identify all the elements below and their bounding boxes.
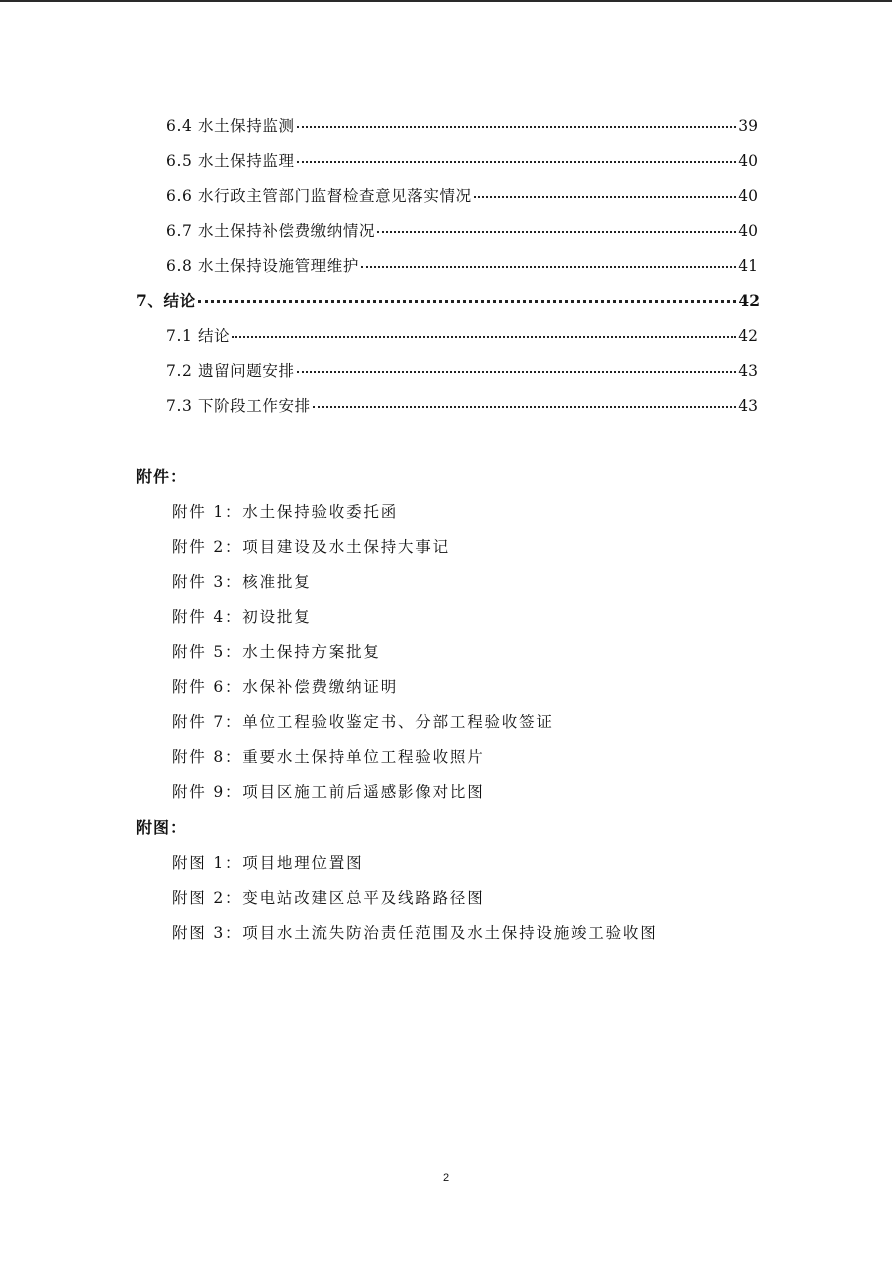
toc-entry-title: 7.2 遗留问题安排 [166,362,295,380]
toc-entry-title: 7.3 下阶段工作安排 [166,397,311,415]
toc-entry-title: 7、结论 [136,291,196,310]
toc-entry-7-1[interactable] [166,326,758,346]
toc-dot-leader [297,371,737,373]
attachment-item-6: 附件 6：水保补偿费缴纳证明 [172,678,398,696]
toc-dot-leader [313,406,737,408]
toc-dot-leader [297,126,737,128]
toc-entry-page: 43 [738,362,758,380]
toc-entry-title: 6.6 水行政主管部门监督检查意见落实情况 [166,187,472,205]
toc-entry-title: 6.7 水土保持补偿费缴纳情况 [166,222,376,240]
toc-entry-page: 40 [738,187,758,205]
toc-entry-page: 42 [738,291,760,310]
attachment-item-3: 附件 3：核准批复 [172,573,312,591]
toc-dot-leader [474,196,737,198]
toc-dot-leader [377,231,736,233]
attachments-heading: 附件： [136,467,188,486]
toc-entry-page: 43 [738,397,758,415]
attachment-item-7: 附件 7：单位工程验收鉴定书、分部工程验收签证 [172,713,554,731]
toc-entry-title: 6.8 水土保持设施管理维护 [166,257,359,275]
toc-entry-6-5[interactable] [166,151,758,171]
top-border-line [0,0,892,2]
toc-dot-leader [232,336,736,338]
attachment-item-9: 附件 9：项目区施工前后遥感影像对比图 [172,783,485,801]
toc-entry-title: 6.5 水土保持监理 [166,152,295,170]
toc-entry-7[interactable] [136,291,760,311]
figures-heading: 附图： [136,818,188,837]
figure-item-1: 附图 1：项目地理位置图 [172,854,364,872]
toc-entry-page: 40 [738,222,758,240]
toc-entry-6-4[interactable] [166,116,758,136]
attachment-item-5: 附件 5：水土保持方案批复 [172,643,381,661]
toc-dot-leader [361,266,736,268]
figure-item-2: 附图 2：变电站改建区总平及线路路径图 [172,889,485,907]
toc-entry-page: 39 [738,117,758,135]
toc-entry-page: 41 [738,257,758,275]
page-number: 2 [442,1172,450,1184]
attachment-item-2: 附件 2：项目建设及水土保持大事记 [172,538,450,556]
toc-entry-page: 40 [738,152,758,170]
toc-entry-6-8[interactable] [166,256,758,276]
attachment-item-1: 附件 1：水土保持验收委托函 [172,503,398,521]
toc-entry-title: 7.1 结论 [166,327,231,345]
toc-entry-7-3[interactable] [166,396,758,416]
figure-item-3: 附图 3：项目水土流失防治责任范围及水土保持设施竣工验收图 [172,924,658,942]
toc-entry-6-7[interactable] [166,221,758,241]
toc-entry-6-6[interactable] [166,186,758,206]
toc-dot-leader [297,161,737,163]
attachment-item-8: 附件 8：重要水土保持单位工程验收照片 [172,748,485,766]
toc-entry-7-2[interactable] [166,361,758,381]
attachment-item-4: 附件 4：初设批复 [172,608,312,626]
toc-dot-leader [198,300,737,303]
toc-entry-title: 6.4 水土保持监测 [166,117,295,135]
toc-entry-page: 42 [738,327,758,345]
